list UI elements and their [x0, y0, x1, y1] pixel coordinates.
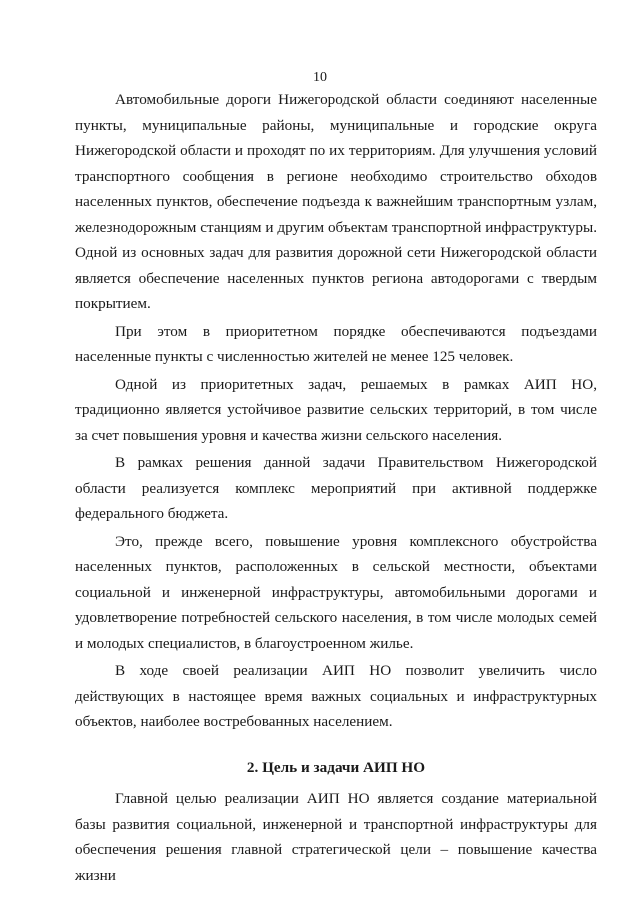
- paragraph-main-goal: Главной целью реализации АИП НО является создание материальной базы развития социальной, инженерной и транспортной инфраструктуры для обеспечения решения главной стратегической цели – повышение качества жизни: [75, 790, 597, 884]
- section-heading: 2. Цель и задачи АИП НО: [246, 758, 426, 776]
- paragraph-government-measures: В рамках решения данной задачи Правительством Нижегородской области реализуется комплекс мероприятий при активной поддержке федерального бюджета.: [75, 454, 597, 522]
- paragraph-rural-development: Одной из приоритетных задач, решаемых в рамках АИП НО, традиционно является устойчивое развитие сельских территорий, в том числе за счет повышения уровня и качества жизни сельского населения.: [75, 375, 597, 444]
- paragraph-implementation: В ходе своей реализации АИП НО позволит увеличить число действующих в настоящее время важных социальных и инфраструктурных объектов, наиболее востребованных населением.: [75, 662, 597, 730]
- page-number: 10: [313, 70, 327, 85]
- paragraph-priority: При этом в приоритетном порядке обеспечиваются подъездами населенные пункты с численностью жителей не менее 125 человек.: [75, 322, 597, 365]
- page-body: [75, 87, 597, 888]
- paragraph-roads: Автомобильные дороги Нижегородской области соединяют населенные пункты, муниципальные районы, муниципальные и городские округа Нижегородской области и проходят по их территориям. Для улучшения условий транспортного сообщения в регионе необходимо строительство обходов населенных пунктов, обеспечение подъезда к важнейшим транспортным узлам, железнодорожным станциям и другим объектам транспортной инфраструктуры. Одной из основных задач для развития дорожной сети Нижегородской области является обеспечение населенных пунктов региона автодорогами с твердым покрытием.: [75, 91, 597, 312]
- paragraph-infrastructure: Это, прежде всего, повышение уровня комплексного обустройства населенных пунктов, расположенных в сельской местности, объектами социальной и инженерной инфраструктуры, автомобильными дорогами и удовлетворение потребностей сельского населения, в том числе молодых семей и молодых специалистов, в благоустроенном жилье.: [75, 532, 597, 652]
